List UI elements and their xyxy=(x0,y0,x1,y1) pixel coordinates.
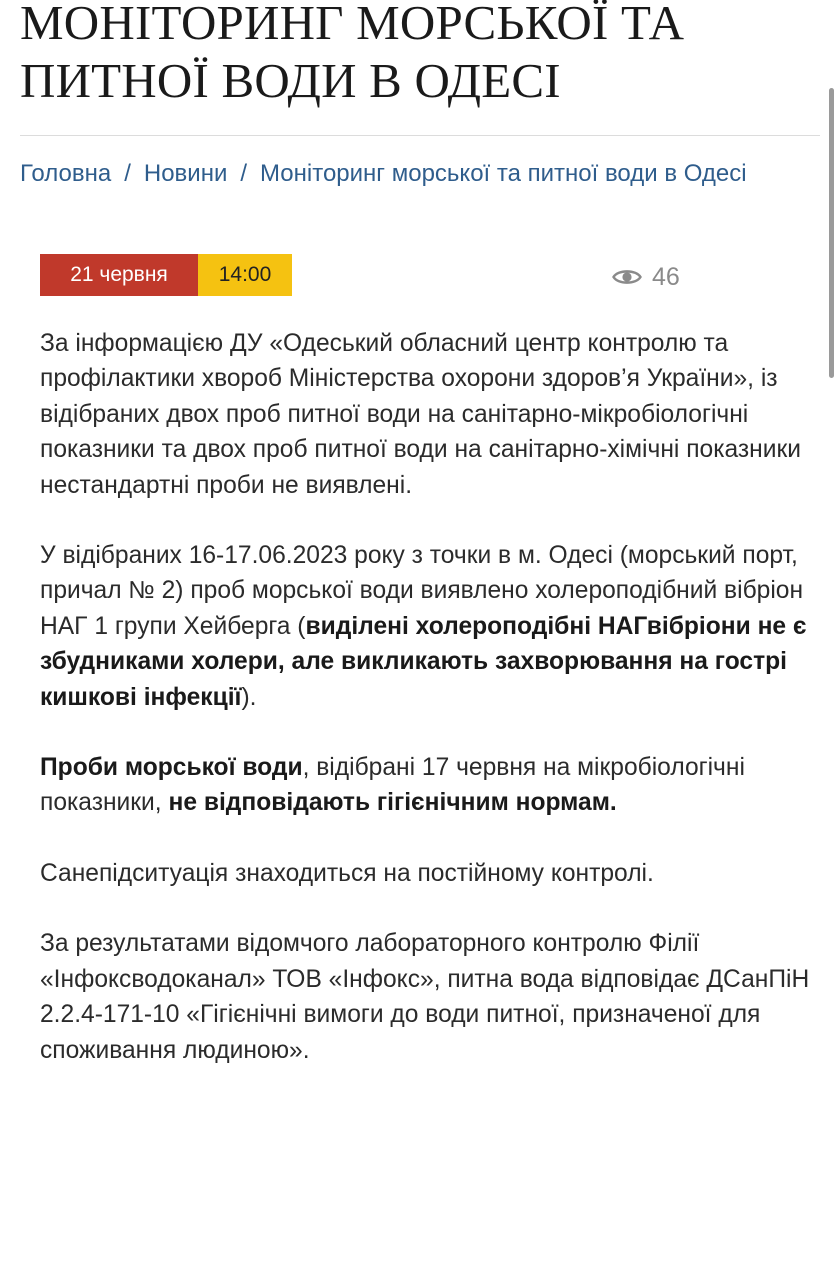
page-title-line-2: ПИТНОЇ ВОДИ В ОДЕСІ xyxy=(20,53,561,108)
paragraph-2-closing: ). xyxy=(241,683,257,711)
views-counter xyxy=(612,262,680,292)
paragraph-3-text: , відібрані 17 червня на мікробіологічні показники, xyxy=(40,754,745,817)
paragraph-3-bold-lead: Проби морської води xyxy=(40,754,303,782)
breadcrumb-separator: / xyxy=(124,160,131,187)
paragraph-2-bold-text: виділені холероподібні НАГвібріони не є збудниками холери, але викликають захворювання на гострі кишкові інфекції xyxy=(40,612,807,711)
article-body xyxy=(40,326,810,1103)
article-paragraph-2 xyxy=(40,538,810,715)
article-paragraph-1: За інформацією ДУ «Одеський обласний центр контролю та профілактики хвороб Міністерства охорони здоров’я України», із відібраних двох проб питної води на санітарно-мікробіологічні показники та двох проб питної води на санітарно-хімічні показники нестандартні проби не виявлені. xyxy=(40,330,802,499)
paragraph-3-bold-conclusion: не відповідають гігієнічним нормам. xyxy=(168,789,617,817)
article-paragraph-3 xyxy=(40,750,810,821)
breadcrumb-home-link[interactable]: Головна xyxy=(20,160,112,187)
breadcrumb-current-link[interactable]: Моніторинг морської та питної води в Одесі xyxy=(260,160,747,187)
views-count: 46 xyxy=(652,262,680,291)
scrollbar[interactable] xyxy=(829,88,834,378)
page-title xyxy=(20,0,800,110)
breadcrumb-separator: / xyxy=(240,160,248,187)
title-divider xyxy=(20,135,820,136)
date-badge: 21 червня xyxy=(40,254,198,296)
article-paragraph-4: Санепідситуація знаходиться на постійному контролі. xyxy=(40,859,654,887)
article-meta xyxy=(40,254,292,296)
article-paragraph-5: За результатами відомчого лабораторного контролю Філії «Інфоксводоканал» ТОВ «Інфокс», питна вода відповідає ДСанПіН 2.2.4-171-10 «Гігієнічні вимоги до води питної, призначеної для споживання людиною». xyxy=(40,930,810,1064)
paragraph-2-text: У відібраних 16-17.06.2023 року з точки в м. Одесі (морський порт, причал № 2) проб морської води виявлено холероподібний вібріон НАГ 1 групи Хейберга ( xyxy=(40,542,804,640)
breadcrumb xyxy=(20,159,820,189)
page-title-line-1: МОНІТОРИНГ МОРСЬКОЇ ТА xyxy=(20,0,685,50)
eye-icon xyxy=(612,267,642,287)
breadcrumb-news-link[interactable]: Новини xyxy=(143,160,228,187)
time-badge: 14:00 xyxy=(198,254,292,296)
